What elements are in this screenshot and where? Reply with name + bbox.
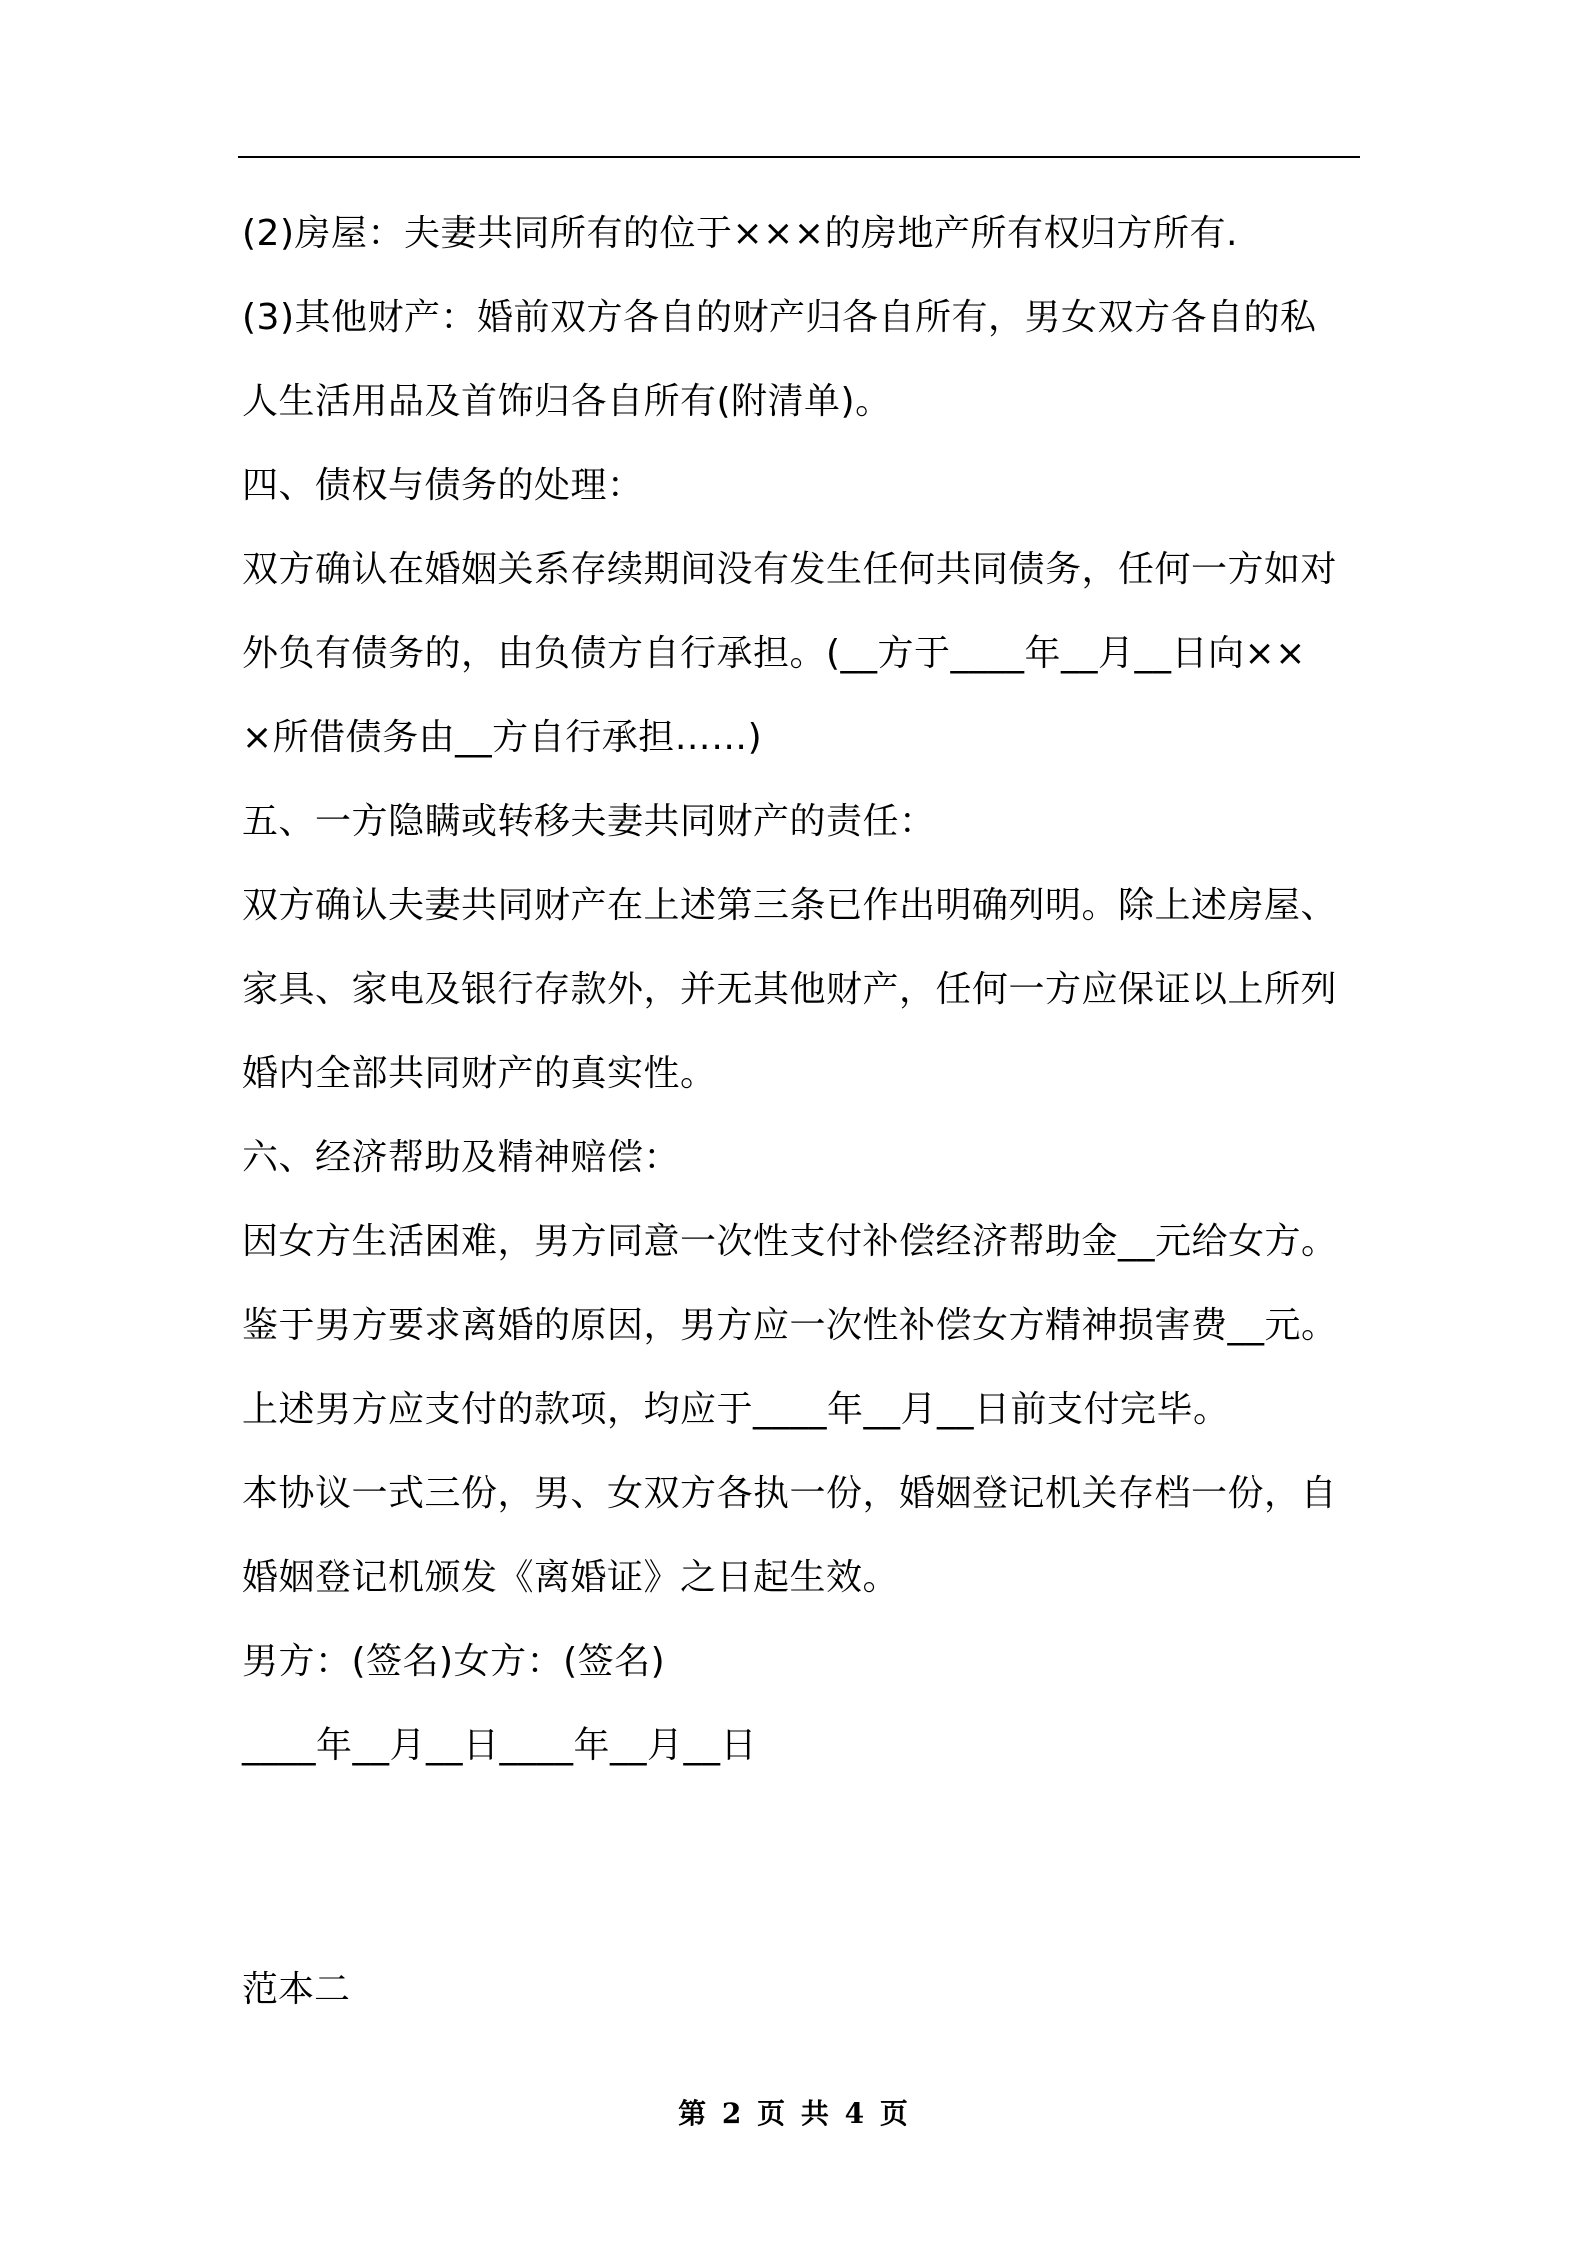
document-body <box>242 192 1372 1788</box>
debts-text-line-1: 双方确认在婚姻关系存续期间没有发生任何共同债务，任何一方如对 <box>242 549 1338 590</box>
header-rule <box>238 156 1360 158</box>
sample-title: 范本二 <box>242 1969 351 2010</box>
page-footer: 第 2 页 共 4 页 <box>678 2097 908 2130</box>
compensation-text-line-2: 鉴于男方要求离婚的原因，男方应一次性补偿女方精神损害费__元。 <box>242 1305 1338 1346</box>
date-line: ____年__月__日____年__月__日 <box>242 1725 758 1766</box>
debts-text-line-3: ×所借债务由__方自行承担……) <box>242 717 763 758</box>
compensation-text-line-3: 上述男方应支付的款项，均应于____年__月__日前支付完毕。 <box>242 1389 1230 1430</box>
section-heading-debts: 四、债权与债务的处理： <box>242 465 644 506</box>
concealment-text-line-1: 双方确认夫妻共同财产在上述第三条已作出明确列明。除上述房屋、 <box>242 885 1338 926</box>
copies-text-line-2: 婚姻登记机颁发《离婚证》之日起生效。 <box>242 1557 900 1598</box>
debts-text-line-2: 外负有债务的，由负债方自行承担。(__方于____年__月__日向×× <box>242 633 1306 674</box>
section-heading-concealment: 五、一方隐瞒或转移夫妻共同财产的责任： <box>242 801 936 842</box>
concealment-text-line-3: 婚内全部共同财产的真实性。 <box>242 1053 717 1094</box>
compensation-text-line-1: 因女方生活困难，男方同意一次性支付补偿经济帮助金__元给女方。 <box>242 1221 1338 1262</box>
clause-other-property-line-2: 人生活用品及首饰归各自所有(附清单)。 <box>242 381 892 422</box>
clause-house: (2)房屋：夫妻共同所有的位于×××的房地产所有权归方所有. <box>242 213 1238 254</box>
signature-line: 男方：(签名)女方：(签名) <box>242 1641 666 1682</box>
section-heading-compensation: 六、经济帮助及精神赔偿： <box>242 1137 681 1178</box>
concealment-text-line-2: 家具、家电及银行存款外，并无其他财产，任何一方应保证以上所列 <box>242 969 1338 1010</box>
clause-other-property-line-1: (3)其他财产：婚前双方各自的财产归各自所有，男女双方各自的私 <box>242 297 1317 338</box>
copies-text-line-1: 本协议一式三份，男、女双方各执一份，婚姻登记机关存档一份，自 <box>242 1473 1338 1514</box>
